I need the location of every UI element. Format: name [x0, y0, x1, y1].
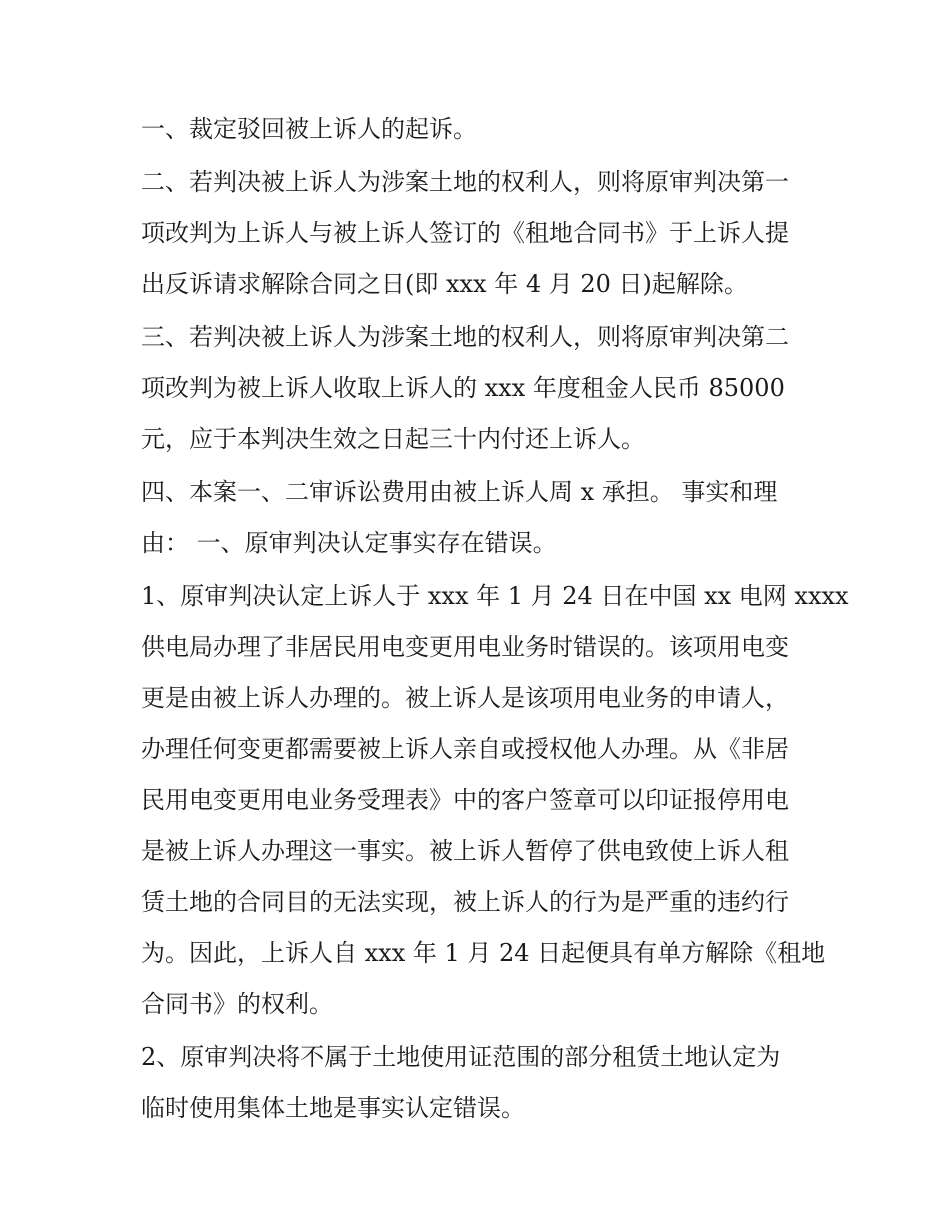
paragraph-ruling-3 — [141, 312, 821, 465]
text-line: 四、本案一、二审诉讼费用由被上诉人周 x 承担。 事实和理 — [141, 478, 778, 506]
text-line: 民用电变更用电业务受理表》中的客户签章可以印证报停用电 — [141, 786, 789, 814]
text-line: 三、若判决被上诉人为涉案土地的权利人，则将原审判决第二 — [141, 323, 789, 351]
paragraph-fact-2 — [141, 1032, 821, 1134]
text-line: 项改判为上诉人与被上诉人签订的《租地合同书》于上诉人提 — [141, 219, 789, 247]
text-line: 临时使用集体土地是事实认定错误。 — [141, 1094, 525, 1122]
text-line: 1、原审判决认定上诉人于 xxx 年 1 月 24 日在中国 xx 电网 xxxx — [141, 582, 849, 610]
text-line: 由： 一、原审判决认定事实存在错误。 — [141, 529, 557, 557]
text-line: 合同书》的权利。 — [141, 990, 333, 1018]
text-line: 2、原审判决将不属于土地使用证范围的部分租赁土地认定为 — [141, 1043, 781, 1071]
paragraph-ruling-2 — [141, 157, 821, 310]
text-line: 为。因此，上诉人自 xxx 年 1 月 24 日起便具有单方解除《租地 — [141, 939, 826, 967]
paragraph-ruling-1 — [141, 104, 821, 155]
text-line: 供电局办理了非居民用电变更用电业务时错误的。该项用电变 — [141, 633, 789, 661]
paragraph-ruling-4 — [141, 467, 821, 569]
paragraph-fact-1 — [141, 571, 849, 1030]
text-line: 更是由被上诉人办理的。被上诉人是该项用电业务的申请人， — [141, 684, 789, 712]
text-line: 项改判为被上诉人收取上诉人的 xxx 年度租金人民币 85000 — [141, 374, 785, 402]
text-line: 元，应于本判决生效之日起三十内付还上诉人。 — [141, 425, 645, 453]
text-line: 是被上诉人办理这一事实。被上诉人暂停了供电致使上诉人租 — [141, 837, 789, 865]
text-line: 一、裁定驳回被上诉人的起诉。 — [141, 115, 477, 143]
document-body — [141, 104, 849, 1134]
text-line: 办理任何变更都需要被上诉人亲自或授权他人办理。从《非居 — [141, 735, 789, 763]
text-line: 二、若判决被上诉人为涉案土地的权利人，则将原审判决第一 — [141, 168, 789, 196]
text-line: 赁土地的合同目的无法实现，被上诉人的行为是严重的违约行 — [141, 888, 789, 916]
text-line: 出反诉请求解除合同之日(即 xxx 年 4 月 20 日)起解除。 — [141, 270, 748, 298]
